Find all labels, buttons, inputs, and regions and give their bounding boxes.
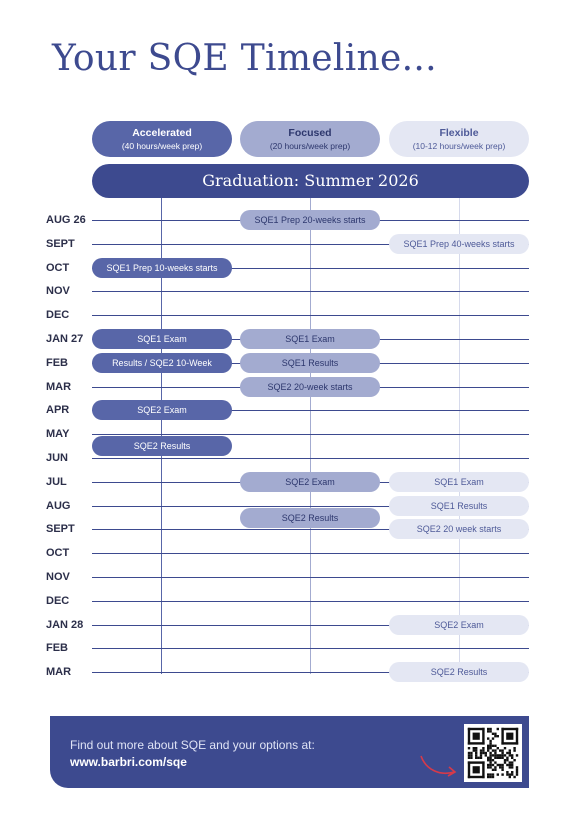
curved-arrow-icon [418, 752, 462, 780]
month-gridline [92, 315, 529, 316]
column-sub: (40 hours/week prep) [121, 141, 203, 151]
qr-code-icon[interactable] [464, 724, 522, 782]
month-label: SEPT [46, 523, 75, 536]
month-gridline [92, 648, 529, 649]
month-gridline [92, 601, 529, 602]
month-label: JAN 28 [46, 618, 84, 631]
timeline-event: SQE1 Prep 20-weeks starts [240, 210, 380, 230]
column-line-flexible [459, 198, 460, 674]
month-label: NOV [46, 571, 70, 583]
column-name: Focused [288, 127, 332, 139]
timeline-event: SQE2 Results [389, 662, 529, 682]
month-label: MAR [46, 380, 72, 393]
month-label: JUN [46, 452, 69, 464]
month-label: JAN 27 [46, 333, 84, 345]
month-label: FEB [46, 642, 68, 655]
timeline-event: SQE1 Exam [389, 472, 529, 492]
month-label: SEPT [46, 237, 75, 250]
timeline-event: SQE2 Exam [240, 472, 380, 492]
column-sub: (10-12 hours/week prep) [412, 141, 506, 151]
timeline-event: SQE2 Results [240, 508, 380, 528]
page-title: Your SQE Timeline... [52, 38, 437, 79]
month-gridline [92, 458, 529, 459]
timeline-event: SQE1 Exam [240, 329, 380, 349]
column-header-accelerated [92, 121, 232, 157]
month-label: DEC [46, 594, 70, 607]
timeline-event: SQE2 Results [92, 436, 232, 456]
footer-text: Find out more about SQE and your options at: [70, 738, 315, 752]
month-gridline [92, 577, 529, 578]
month-gridline [92, 291, 529, 292]
month-label: FEB [46, 356, 68, 369]
month-label: JUL [46, 475, 67, 488]
month-label: APR [46, 404, 70, 417]
timeline-event: SQE1 Prep 10-weeks starts [92, 258, 232, 278]
month-label: AUG [46, 499, 71, 512]
month-gridline [92, 434, 529, 435]
month-label: DEC [46, 309, 70, 322]
timeline-event: SQE1 Results [389, 496, 529, 516]
timeline-event: SQE1 Results [240, 353, 380, 373]
column-line-focused [310, 198, 311, 674]
month-label: OCT [46, 547, 70, 560]
column-sub: (20 hours/week prep) [269, 141, 351, 151]
timeline-event: SQE2 Exam [389, 615, 529, 635]
month-label: AUG 26 [46, 214, 86, 226]
month-gridline [92, 553, 529, 554]
timeline-event: SQE2 20-week starts [240, 377, 380, 397]
column-name: Accelerated [132, 127, 192, 139]
column-name: Flexible [439, 127, 479, 139]
graduation-banner: Graduation: Summer 2026 [92, 164, 529, 198]
footer-link[interactable]: www.barbri.com/sqe [70, 755, 187, 769]
column-header-flexible [389, 121, 529, 157]
month-label: MAY [46, 428, 70, 441]
column-header-focused [240, 121, 380, 157]
timeline-event: SQE2 Exam [92, 400, 232, 420]
timeline-event: SQE2 20 week starts [389, 519, 529, 539]
timeline-event: Results / SQE2 10-Week [92, 353, 232, 373]
month-label: OCT [46, 261, 70, 274]
timeline-event: SQE1 Exam [92, 329, 232, 349]
footer-banner [50, 716, 529, 788]
month-label: NOV [46, 285, 70, 298]
month-label: MAR [46, 666, 72, 679]
timeline-event: SQE1 Prep 40-weeks starts [389, 234, 529, 254]
